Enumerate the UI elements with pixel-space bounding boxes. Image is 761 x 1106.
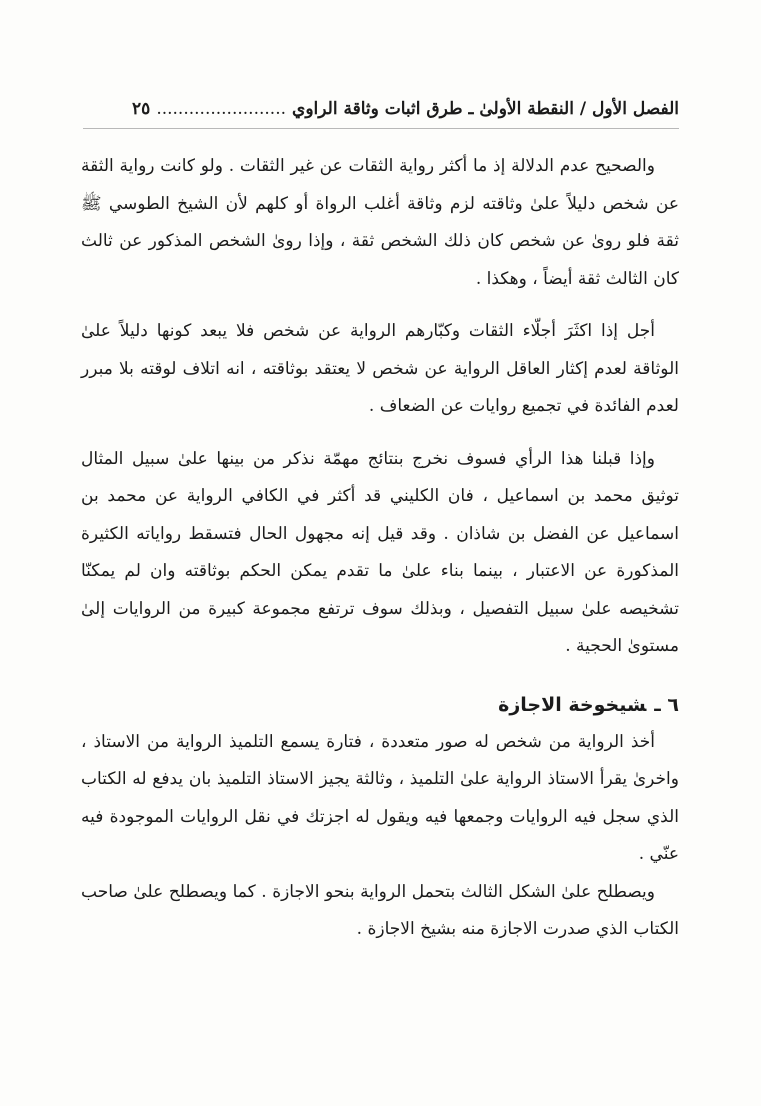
section-title: شيخوخة الاجازة	[498, 693, 647, 716]
section-paragraph-2: ويصطلح علىٰ الشكل الثالث بتحمل الرواية بنحو الاجازة . كما ويصطلح علىٰ صاحب الكتاب الذي صدرت الاجازة منه بشيخ الاجازة .	[81, 881, 679, 939]
page-body	[81, 148, 679, 964]
section-heading	[81, 688, 679, 722]
page-number: ٢٥	[132, 99, 151, 119]
running-header	[83, 92, 679, 126]
section-paragraph-1: أخذ الرواية من شخص له صور متعددة ، فتارة يسمع التلميذ الرواية من الاستاذ ، واخرىٰ يقرأ الاستاذ الرواية علىٰ التلميذ ، وثالثة يجيز الاستاذ التلميذ بان يدفع له الكتاب الذي سجل فيه الروايات وجمعها فيه ويقول له اجزتك في نقل الروايات الموجودة فيه عنّي .	[81, 731, 679, 864]
paragraph-1: والصحيح عدم الدلالة إذ ما أكثر رواية الثقات عن غير الثقات . ولو كانت رواية الثقة عن شخص دليلاً علىٰ وثاقته لزم وثاقة أغلب الرواة أو كلهم لأن الشيخ الطوسي ﷺ ثقة فلو روىٰ عن شخص كان ذلك الشخص ثقة ، وإذا روىٰ الشخص المذكور عن ثالث كان الثالث ثقة أيضاً ، وهكذا .	[81, 156, 679, 289]
section-number: ٦ ـ	[654, 693, 679, 716]
paragraph-2: أجل إذا اكثَرَ أجلّاء الثقات وكبّارهم الرواية عن شخص فلا يبعد كونها دليلاً علىٰ الوثاقة لعدم إكثار العاقل الرواية عن شخص لا يعتقد بوثاقته ، انه اتلاف لوقته بلا مبرر لعدم الفائدة في تجميع روايات عن الضعاف .	[81, 321, 679, 416]
header-divider	[83, 128, 679, 129]
paragraph-3: وإذا قبلنا هذا الرأي فسوف نخرج بنتائج مهمّة نذكر من بينها علىٰ سبيل المثال توثيق محمد بن اسماعيل ، فان الكليني قد أكثر في الكافي الرواية عن محمد بن اسماعيل عن الفضل بن شاذان . وقد قيل إنه مجهول الحال فتسقط رواياته الكثيرة المذكورة عن الاعتبار ، بينما بناء علىٰ ما تقدم يمكن الحكم بوثاقته وان لم يمكنّا تشخيصه علىٰ سبيل التفصيل ، وبذلك سوف ترتفع مجموعة كبيرة من الروايات إلىٰ مستوىٰ الحجية .	[81, 448, 679, 656]
header-dot-leader: ........................	[156, 99, 287, 119]
header-title: الفصل الأول / النقطة الأولىٰ ـ طرق اثبات وثاقة الراوي	[292, 99, 679, 119]
